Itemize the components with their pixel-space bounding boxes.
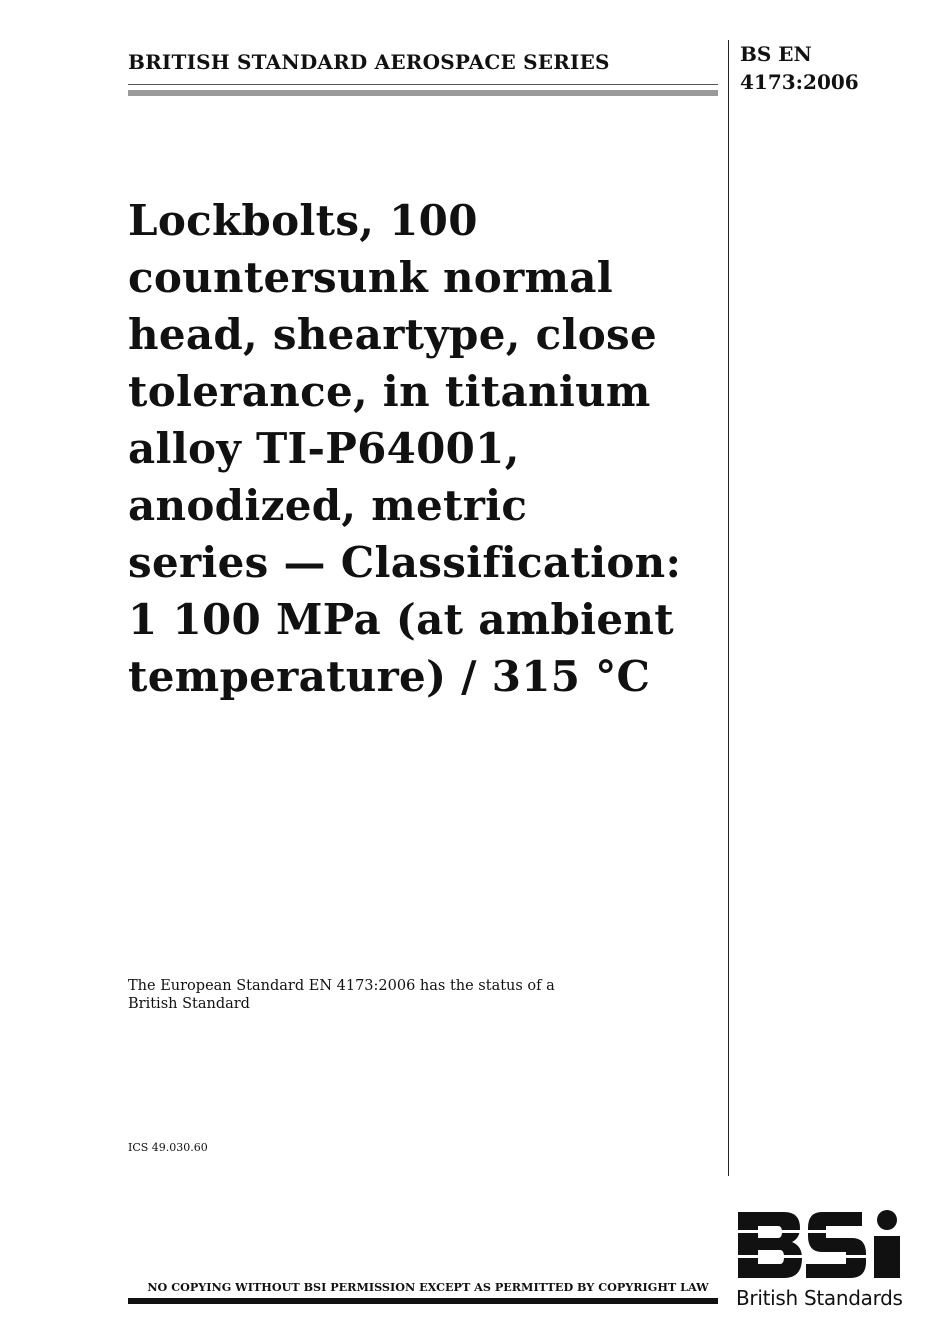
status-note <box>128 977 648 1013</box>
title-line: alloy TI-P64001, <box>128 424 520 473</box>
header-rule-thick <box>128 90 718 96</box>
document-title <box>128 192 718 705</box>
title-line: head, sheartype, close <box>128 310 657 359</box>
copyright-notice: NO COPYING WITHOUT BSI PERMISSION EXCEPT AS PERMITTED BY COPYRIGHT LAW <box>147 1280 709 1294</box>
vertical-divider <box>728 40 729 1176</box>
title-line: 1 100 MPa (at ambient <box>128 595 674 644</box>
bottom-rule <box>128 1298 718 1304</box>
logo-caption: British Standards <box>736 1286 903 1310</box>
ics-code: ICS 49.030.60 <box>128 1141 208 1154</box>
bsi-logo <box>736 1208 906 1320</box>
standard-number-line1: BS EN <box>740 42 812 66</box>
title-line: series — Classification: <box>128 538 682 587</box>
status-note-line2: British Standard <box>128 996 250 1012</box>
standard-number <box>740 40 920 96</box>
status-note-line1: The European Standard EN 4173:2006 has the status of a <box>128 978 555 994</box>
header-rule-thin <box>128 84 718 85</box>
title-line: temperature) / 315 °C <box>128 652 651 701</box>
title-line: tolerance, in titanium <box>128 367 651 416</box>
bsi-logo-icon <box>736 1208 906 1284</box>
title-line: anodized, metric <box>128 481 528 530</box>
series-title: BRITISH STANDARD AEROSPACE SERIES <box>128 50 610 74</box>
standard-number-line2: 4173:2006 <box>740 70 859 94</box>
title-line: Lockbolts, 100 <box>128 196 478 245</box>
title-line: countersunk normal <box>128 253 614 302</box>
